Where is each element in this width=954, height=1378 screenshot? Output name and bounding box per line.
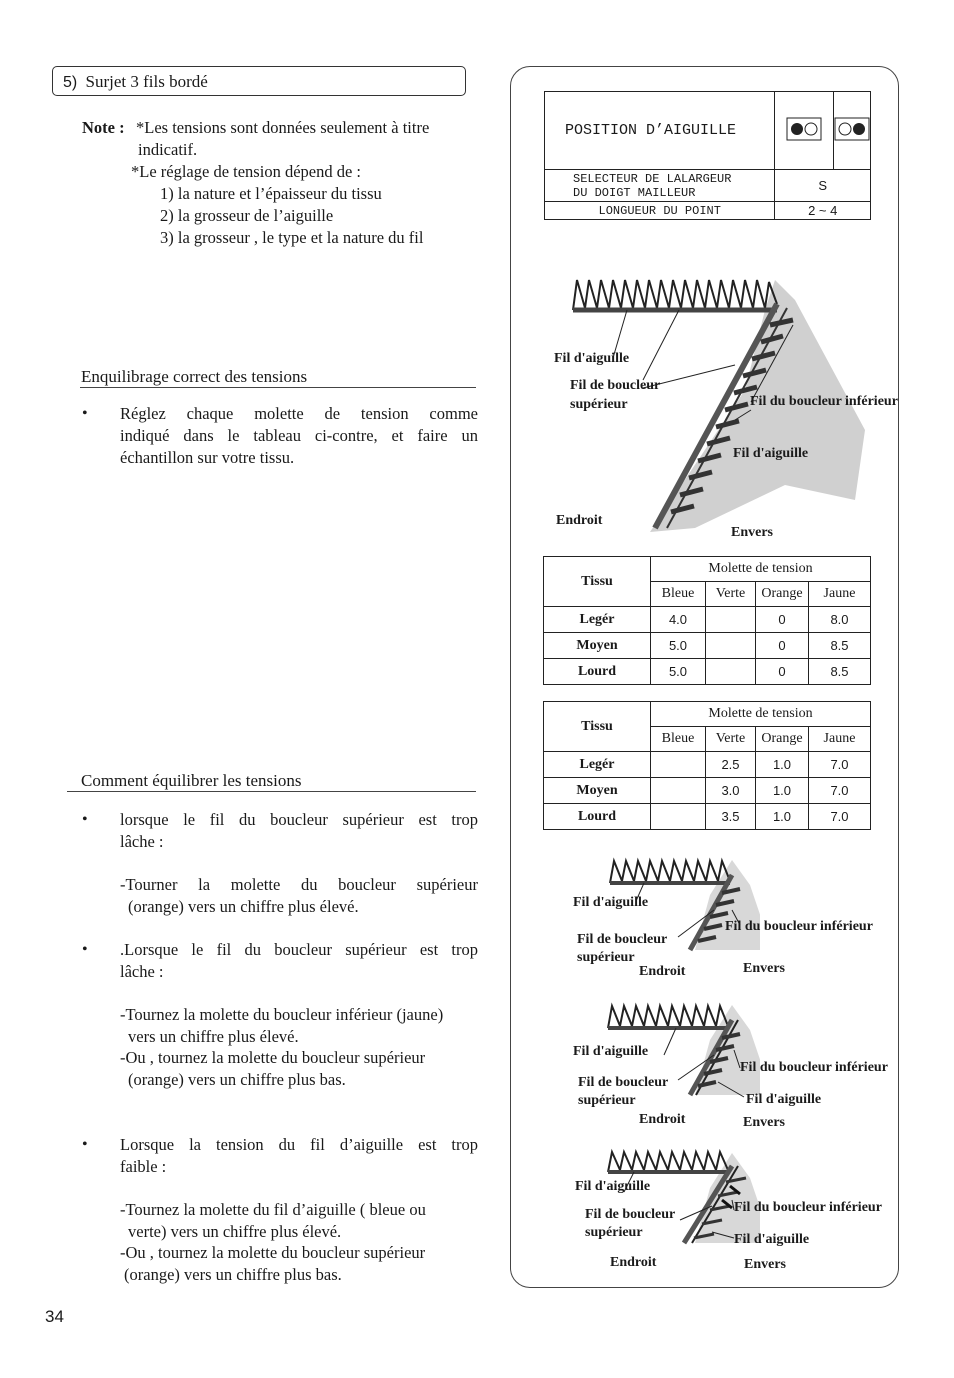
s2-label-fil-aiguille-2: Fil d'aiguille <box>746 1092 822 1107</box>
top-stitches <box>573 280 777 310</box>
howto-2-action-4: (orange) vers un chiffre plus bas. <box>128 1070 346 1089</box>
s2-label-fil-boucleur-sup-1: Fil de boucleur <box>578 1075 669 1090</box>
s1-label-fil-aiguille: Fil d'aiguille <box>573 895 649 910</box>
howto-heading: Comment équilibrer les tensions <box>81 771 302 790</box>
balance-line-1: Réglez chaque molette de tension comme <box>120 404 478 423</box>
t2-cell: 3.0 <box>706 778 756 804</box>
t2-row-name: Legér <box>544 752 651 778</box>
needle-right-icon <box>834 117 870 141</box>
t2-col-bleue: Bleue <box>651 727 706 752</box>
t1-molette-header: Molette de tension <box>651 557 871 582</box>
table-row <box>544 607 871 633</box>
t2-cell: 2.5 <box>706 752 756 778</box>
s1-label-envers: Envers <box>743 961 785 976</box>
s3-label-fil-boucleur-inf: Fil du boucleur inférieur <box>734 1200 882 1215</box>
main-label-fil-aiguille-2: Fil d'aiguille <box>733 446 809 461</box>
needle-left-icon <box>786 117 822 141</box>
stitch-length-value: 2 ~ 4 <box>775 202 871 220</box>
howto-bullet-2: • <box>82 941 88 958</box>
t2-molette-header: Molette de tension <box>651 702 871 727</box>
t1-row-name: Moyen <box>544 633 651 659</box>
t2-cell: 1.0 <box>756 778 809 804</box>
s2-label-fil-boucleur-inf: Fil du boucleur inférieur <box>740 1060 888 1075</box>
t2-cell <box>651 804 706 830</box>
note-item-2: 2) la grosseur de l’aiguille <box>160 206 334 225</box>
main-label-fil-boucleur-sup-2: supérieur <box>570 397 628 412</box>
t1-col-verte: Verte <box>706 582 756 607</box>
s2-label-endroit: Endroit <box>639 1112 686 1127</box>
howto-3-line-1: Lorsque la tension du fil d’aiguille est trop <box>120 1135 478 1154</box>
t1-col-jaune: Jaune <box>809 582 871 607</box>
t1-cell: 4.0 <box>651 607 706 633</box>
s1-label-endroit: Endroit <box>639 964 686 979</box>
t2-col-orange: Orange <box>756 727 809 752</box>
t1-cell: 8.5 <box>809 659 871 685</box>
section-title-box <box>52 66 466 96</box>
s2-label-fil-aiguille: Fil d'aiguille <box>573 1044 649 1059</box>
howto-3-action-2: verte) vers un chiffre plus élevé. <box>128 1222 342 1241</box>
howto-heading-rule <box>67 791 476 792</box>
t1-tissu-header: Tissu <box>544 557 651 607</box>
table-row <box>544 804 871 830</box>
t1-cell <box>706 659 756 685</box>
balance-heading: Enquilibrage correct des tensions <box>81 367 308 386</box>
note-item-3: 3) la grosseur , le type et la nature du fil <box>160 228 424 247</box>
s3-label-endroit: Endroit <box>610 1255 657 1270</box>
howto-3-action-4: (orange) vers un chiffre plus bas. <box>124 1265 342 1284</box>
t2-tissu-header: Tissu <box>544 702 651 752</box>
s3-label-fil-boucleur-sup-2: supérieur <box>585 1225 643 1240</box>
stitch-length-label: LONGUEUR DU POINT <box>545 202 775 220</box>
t1-row-name: Lourd <box>544 659 651 685</box>
note-line-2: indicatif. <box>138 140 198 159</box>
page-number: 34 <box>45 1307 64 1326</box>
balance-bullet: • <box>82 405 88 422</box>
t2-row-name: Lourd <box>544 804 651 830</box>
needle-position-table <box>544 91 871 220</box>
main-label-fil-boucleur-sup-1: Fil de boucleur <box>570 378 661 393</box>
t1-col-bleue: Bleue <box>651 582 706 607</box>
howto-bullet-1: • <box>82 811 88 828</box>
t2-col-jaune: Jaune <box>809 727 871 752</box>
section-number: 5) <box>63 74 78 91</box>
howto-1-line-1: lorsque le fil du boucleur supérieur est trop <box>120 810 478 829</box>
main-label-envers: Envers <box>731 525 773 540</box>
main-label-fil-boucleur-inf: Fil du boucleur inférieur <box>750 394 898 409</box>
table-row <box>544 633 871 659</box>
needle-left-cell <box>775 92 834 170</box>
t2-cell: 1.0 <box>756 752 809 778</box>
s3-label-envers: Envers <box>744 1257 786 1272</box>
t1-cell: 8.0 <box>809 607 871 633</box>
t2-cell: 7.0 <box>809 804 871 830</box>
t2-cell <box>651 778 706 804</box>
s3-label-fil-aiguille: Fil d'aiguille <box>575 1179 651 1194</box>
section-title: Surjet 3 fils bordé <box>85 72 208 91</box>
t2-cell: 1.0 <box>756 804 809 830</box>
t2-cell: 3.5 <box>706 804 756 830</box>
table-row <box>544 752 871 778</box>
note-item-1: 1) la nature et l’épaisseur du tissu <box>160 184 382 203</box>
t2-row-name: Moyen <box>544 778 651 804</box>
note-label: Note : <box>82 118 125 137</box>
t2-cell: 7.0 <box>809 752 871 778</box>
needle-position-label: POSITION D’AIGUILLE <box>545 92 775 170</box>
t1-cell: 0 <box>756 659 809 685</box>
howto-3-action-1: -Tournez la molette du fil d’aiguille ( bleue ou <box>120 1200 426 1219</box>
t2-cell: 7.0 <box>809 778 871 804</box>
howto-2-action-3: -Ou , tournez la molette du boucleur supérieur <box>120 1048 426 1067</box>
t2-cell <box>651 752 706 778</box>
table-row <box>544 778 871 804</box>
selector-value: S <box>775 170 871 202</box>
main-label-endroit: Endroit <box>556 513 603 528</box>
tension-table-1 <box>543 556 871 685</box>
howto-3-line-2: faible : <box>120 1157 167 1176</box>
t1-cell <box>706 633 756 659</box>
howto-3-action-3: -Ou , tournez la molette du boucleur supérieur <box>120 1243 426 1262</box>
balance-line-2: indiqué dans le tableau ci-contre, et faire un <box>120 426 478 445</box>
s1-label-fil-boucleur-sup-2: supérieur <box>577 950 635 965</box>
t1-cell: 5.0 <box>651 633 706 659</box>
balance-heading-rule <box>80 387 476 388</box>
t1-row-name: Legér <box>544 607 651 633</box>
howto-2-action-2: vers un chiffre plus élevé. <box>128 1027 299 1046</box>
howto-1-line-2: lâche : <box>120 832 164 851</box>
tension-table-2 <box>543 701 871 830</box>
howto-bullet-3: • <box>82 1136 88 1153</box>
howto-2-line-1: .Lorsque le fil du boucleur supérieur est trop <box>120 940 478 959</box>
t1-cell: 0 <box>756 633 809 659</box>
s3-label-fil-aiguille-2: Fil d'aiguille <box>734 1232 810 1247</box>
t1-col-orange: Orange <box>756 582 809 607</box>
balance-line-3: échantillon sur votre tissu. <box>120 448 295 467</box>
main-label-fil-aiguille: Fil d'aiguille <box>554 351 630 366</box>
t1-cell: 0 <box>756 607 809 633</box>
s2-label-envers: Envers <box>743 1115 785 1130</box>
t1-cell: 8.5 <box>809 633 871 659</box>
s1-label-fil-boucleur-inf: Fil du boucleur inférieur <box>725 919 873 934</box>
note-line-1: *Les tensions sont données seulement à titre <box>136 118 430 137</box>
t2-col-verte: Verte <box>706 727 756 752</box>
s1-label-fil-boucleur-sup-1: Fil de boucleur <box>577 932 668 947</box>
howto-1-action-1: -Tourner la molette du boucleur supérieur <box>120 875 478 894</box>
needle-right-cell <box>834 92 871 170</box>
table-row <box>544 659 871 685</box>
t1-cell: 5.0 <box>651 659 706 685</box>
s2-label-fil-boucleur-sup-2: supérieur <box>578 1093 636 1108</box>
selector-label: SELECTEUR DE LALARGEUR DU DOIGT MAILLEUR <box>545 170 775 202</box>
t1-cell <box>706 607 756 633</box>
howto-2-line-2: lâche : <box>120 962 164 981</box>
note-line-3: *Le réglage de tension dépend de : <box>131 162 361 181</box>
howto-1-action-2: (orange) vers un chiffre plus élevé. <box>128 897 359 916</box>
howto-2-action-1: -Tournez la molette du boucleur inférieur (jaune) <box>120 1005 444 1024</box>
s3-label-fil-boucleur-sup-1: Fil de boucleur <box>585 1207 676 1222</box>
